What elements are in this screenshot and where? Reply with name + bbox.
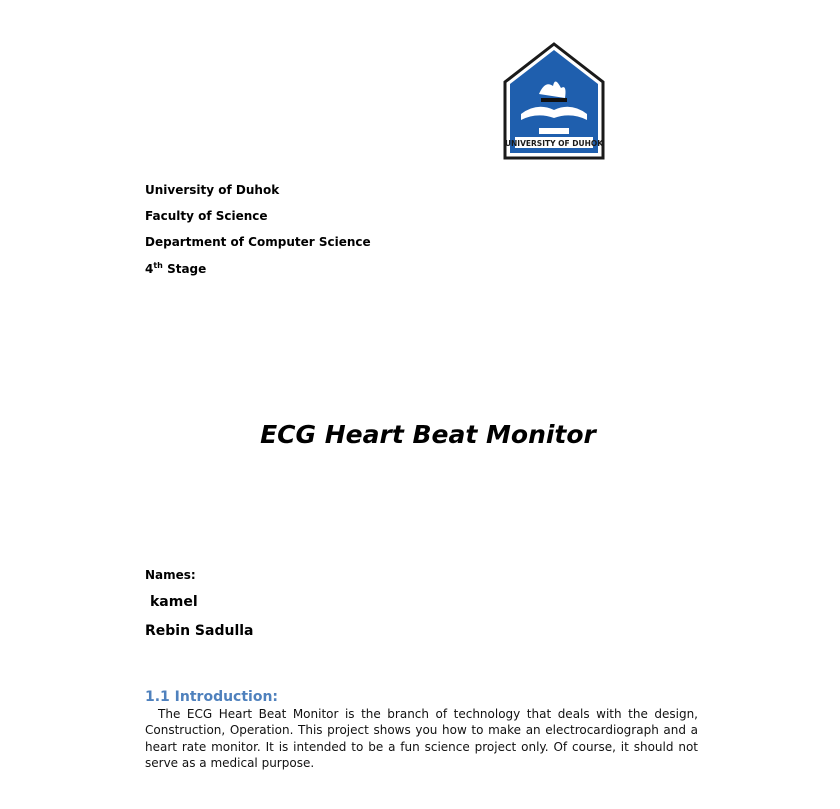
stage-number: 4 bbox=[145, 262, 154, 276]
university-logo bbox=[503, 42, 605, 160]
department-name: Department of Computer Science bbox=[145, 235, 371, 249]
stage-label bbox=[145, 261, 206, 276]
document-title: ECG Heart Beat Monitor bbox=[260, 420, 596, 449]
names-label: Names: bbox=[145, 568, 196, 582]
faculty-name: Faculty of Science bbox=[145, 209, 268, 223]
stage-text: Stage bbox=[162, 262, 207, 276]
svg-text:UNIVERSITY OF DUHOK: UNIVERSITY OF DUHOK bbox=[504, 139, 604, 148]
name-item: kamel bbox=[150, 594, 198, 610]
introduction-paragraph: The ECG Heart Beat Monitor is the branch of technology that deals with the design, Construction, Operation. This project shows you how to make an electrocardiograph and a heart rate monitor. It is intended to be a fun science project only. Of course, it should not serve as a medical purpose. bbox=[145, 707, 698, 770]
name-item: Rebin Sadulla bbox=[145, 623, 254, 639]
stage-suffix: th bbox=[153, 261, 163, 270]
introduction-heading: 1.1 Introduction: bbox=[145, 689, 279, 705]
university-name: University of Duhok bbox=[145, 183, 280, 197]
